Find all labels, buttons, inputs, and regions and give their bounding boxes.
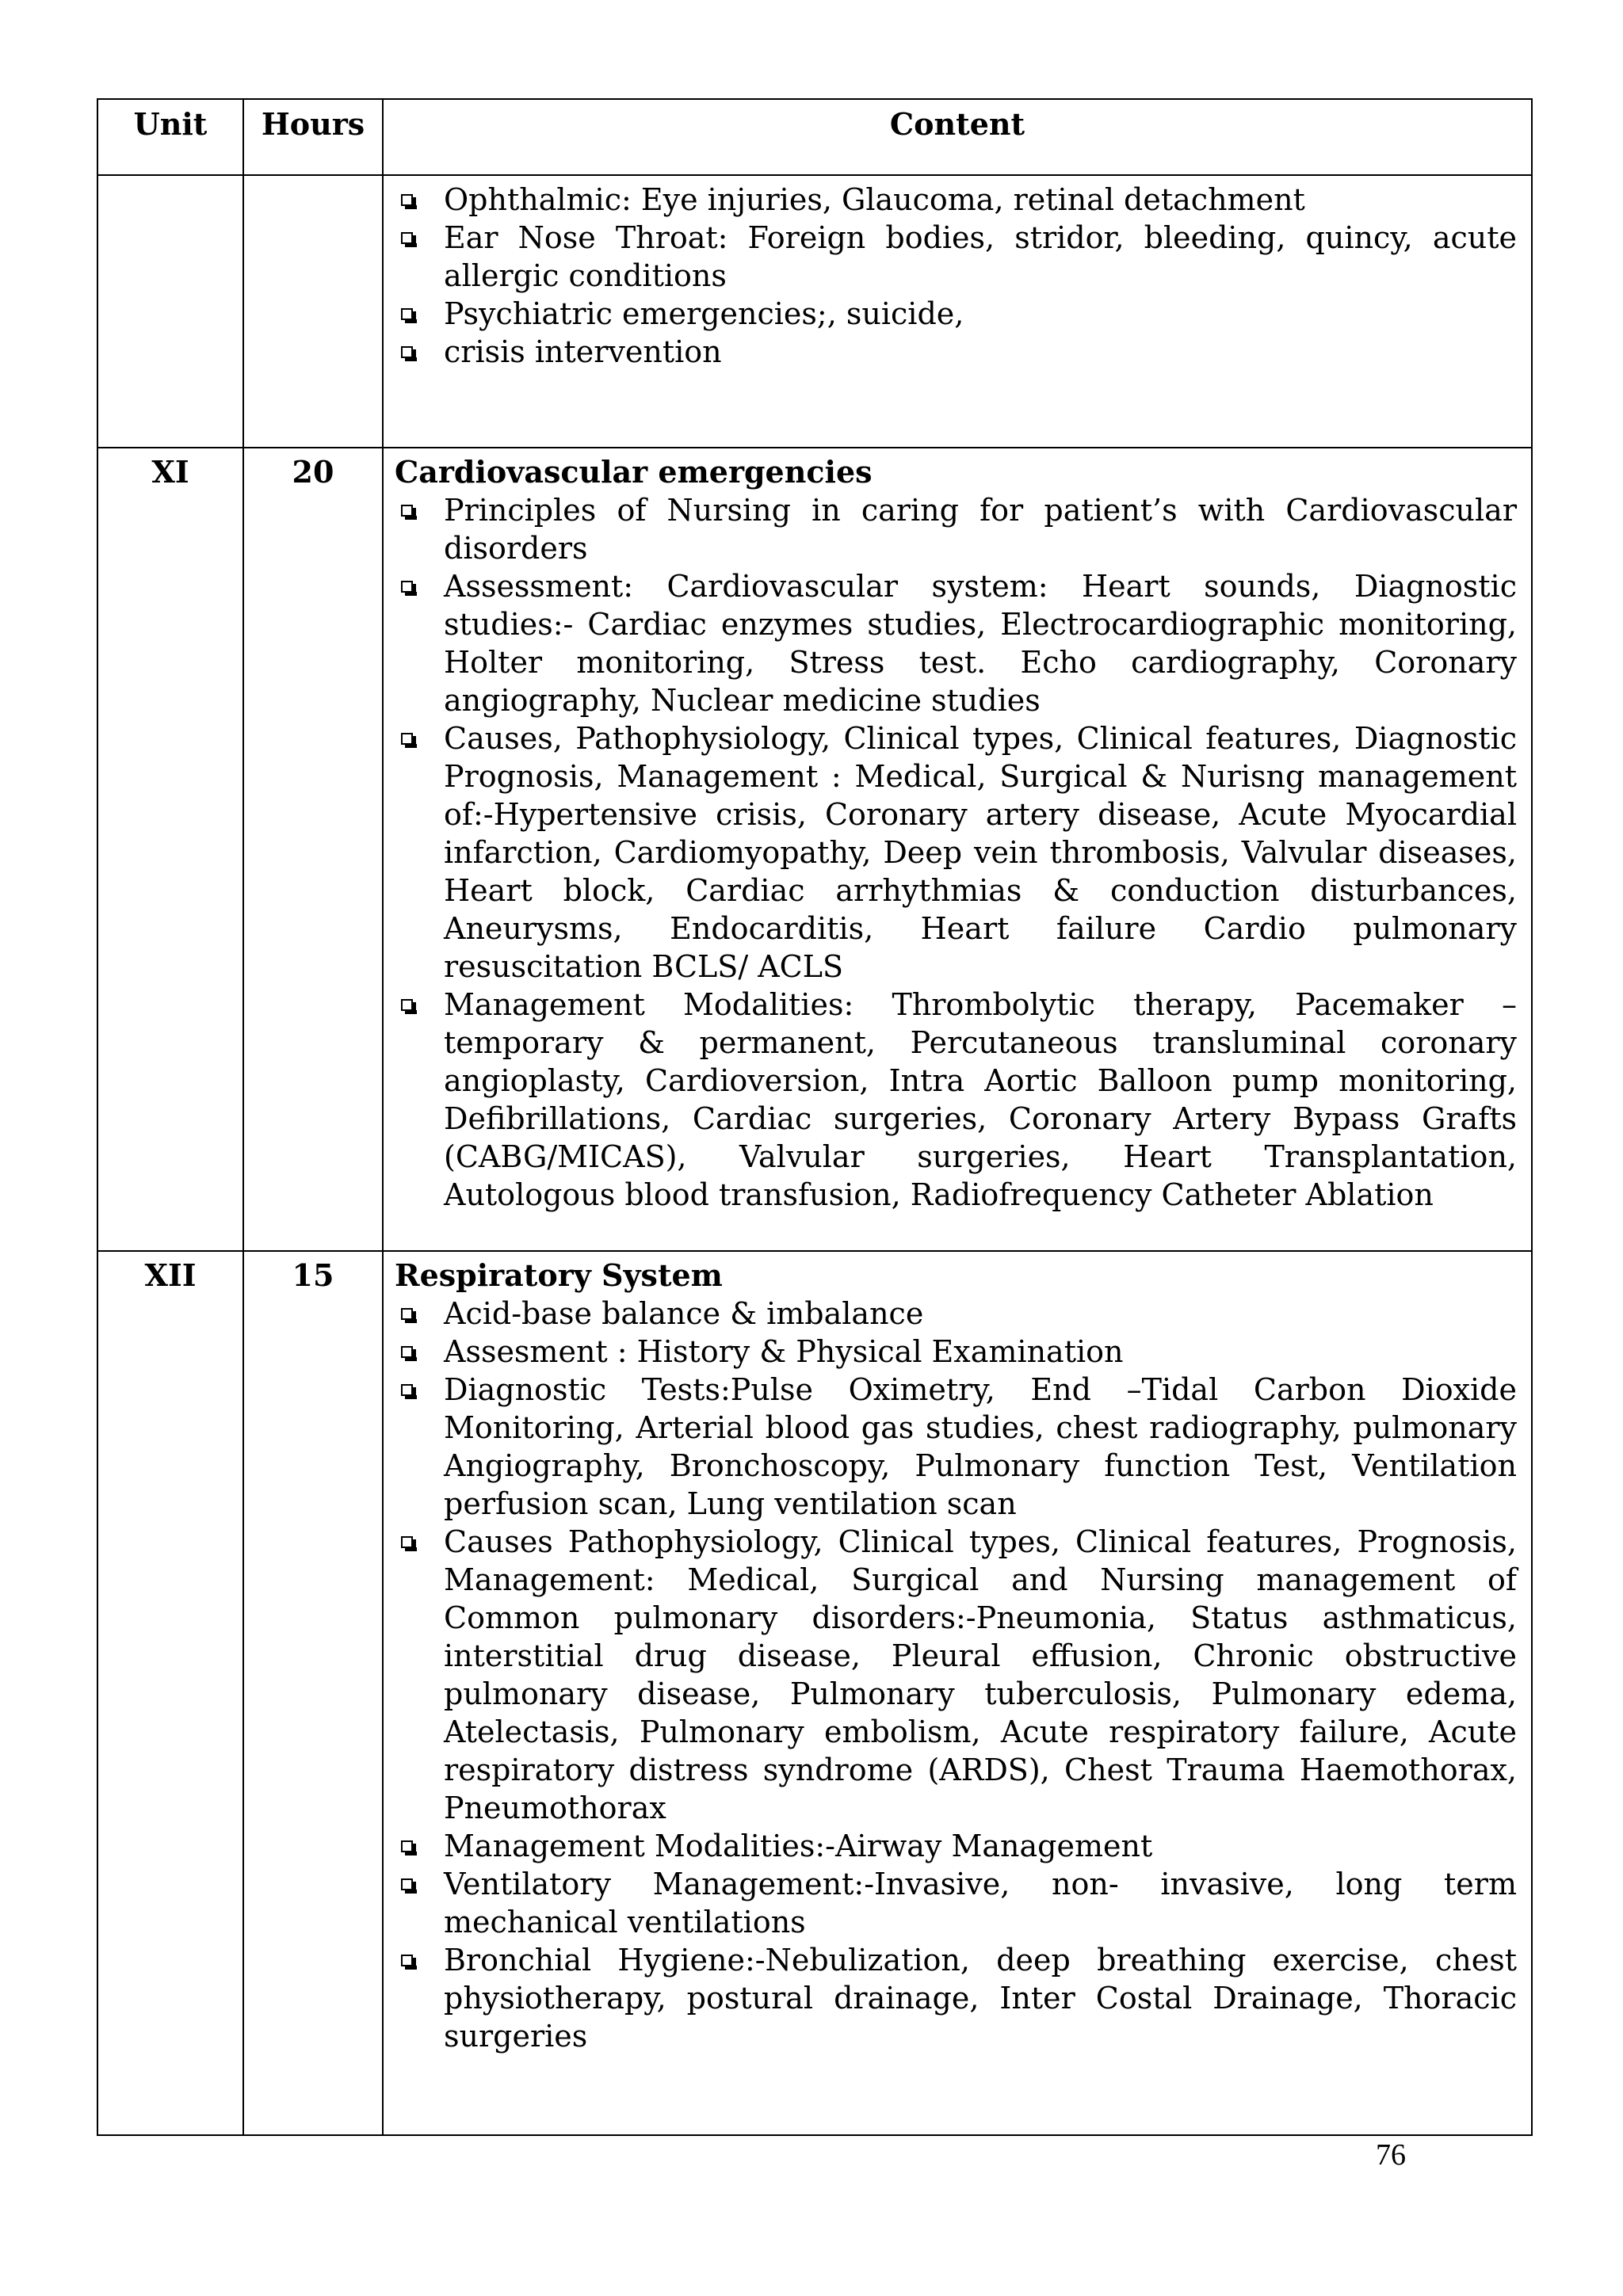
list-item — [395, 491, 1517, 567]
syllabus-table — [97, 98, 1533, 2136]
list-item — [395, 1827, 1517, 1865]
list-item-text: Acid-base balance & imbalance — [444, 1296, 924, 1331]
checkbox-bullet-icon — [401, 308, 413, 320]
content-cell — [383, 448, 1532, 1251]
list-item — [395, 1523, 1517, 1827]
topic-list — [395, 181, 1517, 371]
checkbox-bullet-icon — [401, 999, 413, 1011]
list-item — [395, 1333, 1517, 1371]
checkbox-bullet-icon — [401, 1536, 413, 1548]
list-item-text: Management Modalities:-Airway Management — [444, 1829, 1153, 1863]
list-item — [395, 333, 1517, 371]
header-unit: Unit — [97, 99, 243, 175]
list-item-text: Psychiatric emergencies;, suicide, — [444, 296, 964, 331]
checkbox-bullet-icon — [401, 194, 413, 206]
table-row — [97, 175, 1532, 448]
list-item-text: Causes, Pathophysiology, Clinical types, Clinical features, Diagnostic Prognosis, Management : Medical, Surgical & Nurisng management of:-Hypertensive crisis, Coronary artery disease, Acute Myocardial infarction, Cardiomyopathy, Deep vein thrombosis, Valvular diseases, Heart block, Cardiac arrhythmias & conduction disturbances, Aneurysms, Endocarditis, Heart failure Cardio pulmonary resuscitation BCLS/ ACLS — [444, 721, 1517, 984]
unit-cell: XI — [97, 448, 243, 1251]
checkbox-bullet-icon — [401, 733, 413, 745]
list-item — [395, 295, 1517, 333]
checkbox-bullet-icon — [401, 505, 413, 517]
hours-cell: 15 — [243, 1251, 383, 2135]
list-item — [395, 719, 1517, 986]
checkbox-bullet-icon — [401, 346, 413, 358]
table-row — [97, 1251, 1532, 2135]
page-number: 76 — [1376, 2138, 1406, 2172]
table-row — [97, 448, 1532, 1251]
checkbox-bullet-icon — [401, 1384, 413, 1396]
list-item — [395, 567, 1517, 719]
content-cell — [383, 175, 1532, 448]
list-item — [395, 181, 1517, 219]
list-item-text: Assessment: Cardiovascular system: Heart sounds, Diagnostic studies:- Cardiac enzymes studies, Electrocardiographic monitoring, Holter monitoring, Stress test. Echo cardiography, Coronary angiography, Nuclear medicine studies — [444, 569, 1517, 718]
list-item-text: Assesment : History & Physical Examination — [444, 1334, 1124, 1369]
section-title: Cardiovascular emergencies — [395, 454, 873, 490]
header-row — [97, 99, 1532, 175]
list-item-text: Bronchial Hygiene:-Nebulization, deep breathing exercise, chest physiotherapy, postural drainage, Inter Costal Drainage, Thoracic surgeries — [444, 1943, 1517, 2054]
section-title: Respiratory System — [395, 1257, 723, 1293]
content-cell — [383, 1251, 1532, 2135]
topic-list — [395, 491, 1517, 1214]
checkbox-bullet-icon — [401, 1840, 413, 1852]
checkbox-bullet-icon — [401, 232, 413, 244]
list-item-text: crisis intervention — [444, 334, 722, 369]
list-item — [395, 1295, 1517, 1333]
unit-cell — [97, 175, 243, 448]
header-hours: Hours — [243, 99, 383, 175]
checkbox-bullet-icon — [401, 1346, 413, 1358]
table-header — [97, 99, 1532, 175]
list-item-text: Principles of Nursing in caring for patient’s with Cardiovascular disorders — [444, 493, 1517, 566]
list-item — [395, 1941, 1517, 2055]
list-item-text: Diagnostic Tests:Pulse Oximetry, End –Tidal Carbon Dioxide Monitoring, Arterial blood gas studies, chest radiography, pulmonary Angiography, Bronchoscopy, Pulmonary function Test, Ventilation perfusion scan, Lung ventilation scan — [444, 1372, 1517, 1521]
list-item — [395, 986, 1517, 1214]
list-item-text: Ventilatory Management:-Invasive, non- invasive, long term mechanical ventilations — [444, 1867, 1517, 1939]
list-item-text: Ear Nose Throat: Foreign bodies, stridor, bleeding, quincy, acute allergic conditions — [444, 220, 1517, 293]
list-item — [395, 1371, 1517, 1523]
hours-cell — [243, 175, 383, 448]
hours-cell: 20 — [243, 448, 383, 1251]
list-item-text: Management Modalities: Thrombolytic therapy, Pacemaker – temporary & permanent, Percutaneous transluminal coronary angioplasty, Cardioversion, Intra Aortic Balloon pump monitoring, Defibrillations, Cardiac surgeries, Coronary Artery Bypass Grafts (CABG/MICAS), Valvular surgeries, Heart Transplantation, Autologous blood transfusion, Radiofrequency Catheter Ablation — [444, 987, 1517, 1212]
list-item — [395, 219, 1517, 295]
table-body — [97, 175, 1532, 2135]
topic-list — [395, 1295, 1517, 2055]
checkbox-bullet-icon — [401, 1955, 413, 1966]
list-item-text: Ophthalmic: Eye injuries, Glaucoma, retinal detachment — [444, 182, 1305, 217]
checkbox-bullet-icon — [401, 581, 413, 593]
checkbox-bullet-icon — [401, 1308, 413, 1320]
list-item-text: Causes Pathophysiology, Clinical types, Clinical features, Prognosis, Management: Medical, Surgical and Nursing management of Common pulmonary disorders:-Pneumonia, Status asthmaticus, interstitial drug disease, Pleural effusion, Chronic obstructive pulmonary disease, Pulmonary tuberculosis, Pulmonary edema, Atelectasis, Pulmonary embolism, Acute respiratory failure, Acute respiratory distress syndrome (ARDS), Chest Trauma Haemothorax, Pneumothorax — [444, 1524, 1517, 1825]
checkbox-bullet-icon — [401, 1878, 413, 1890]
header-content: Content — [383, 99, 1532, 175]
unit-cell: XII — [97, 1251, 243, 2135]
list-item — [395, 1865, 1517, 1941]
